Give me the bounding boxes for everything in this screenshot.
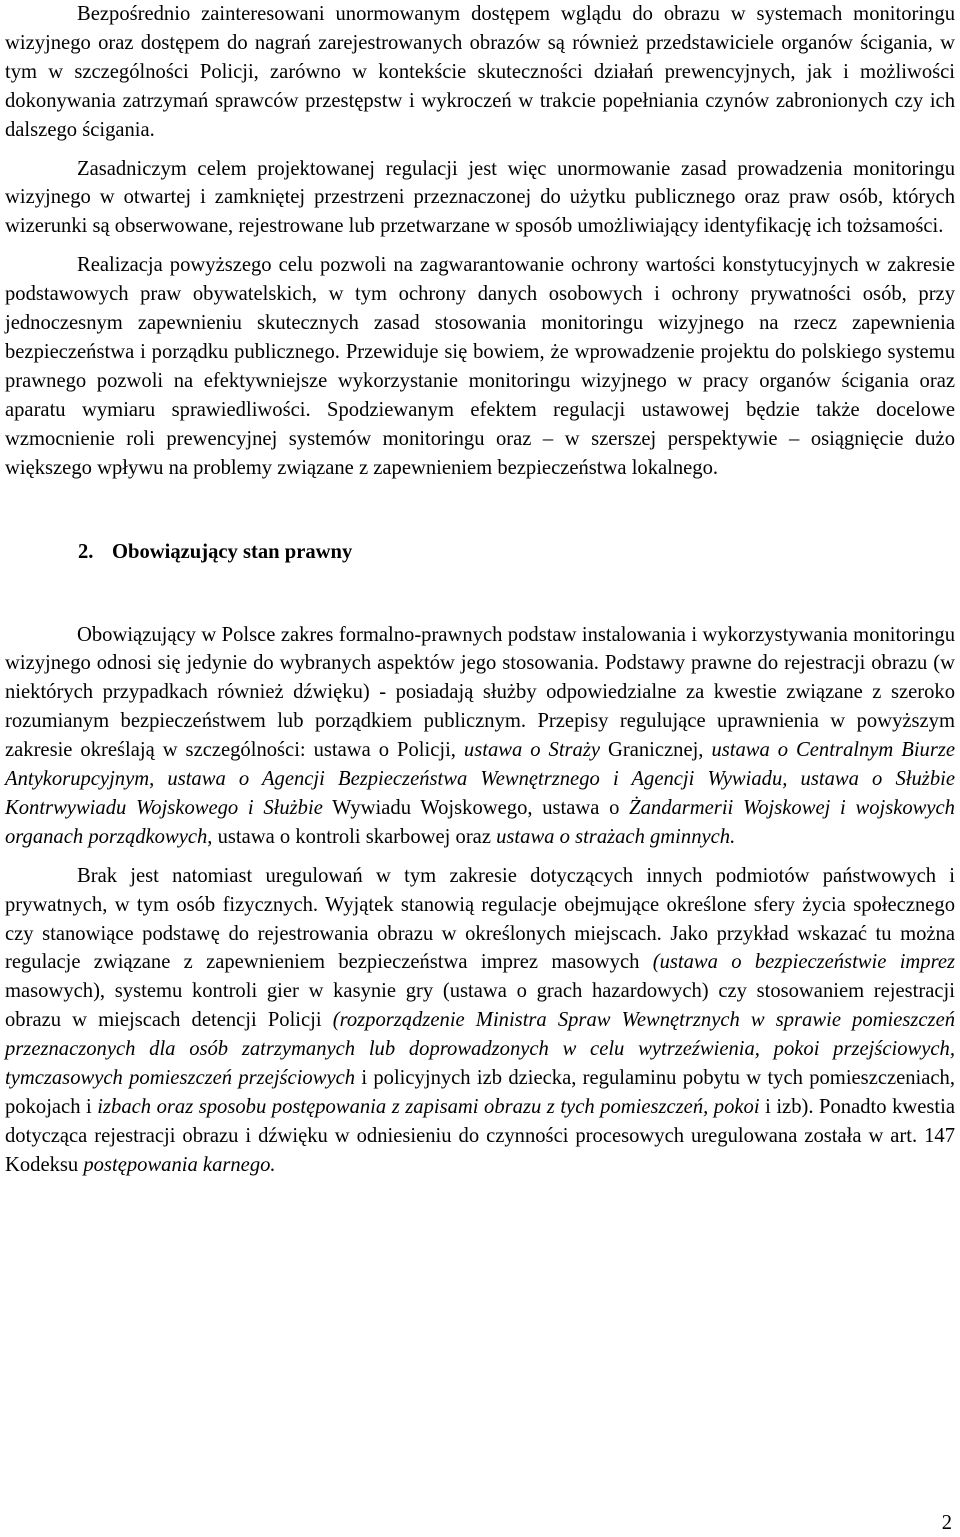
text-run: Wywiadu Wojskowego, ustawa o bbox=[322, 796, 630, 819]
text-run: Realizacja powyższego celu pozwoli na zagwarantowanie ochrony wartości konstytucyjnych w zakresie podstawowych praw obywatelskich, w tym ochrony danych osobowych i ochrony prywatności osób, przy jednoczesnym zapewnieniu skutecznych zasad stosowania monitoringu wizyjnego na rzecz zapewnienia bezpieczeństwa i porządku publicznego. Przewiduje się bowiem, że wprowadzenie projektu do polskiego systemu prawnego pozwoli na efektywniejsze wykorzystanie monitoringu wizyjnego w pracy organów ścigania oraz aparatu wymiaru sprawiedliwości. Spodziewanym efektem regulacji ustawowej będzie także docelowe wzmocnienie roli prewencyjnej systemów monitoringu oraz – w szerszej perspektywie – osiągnięcie dużo większego wpływu na problemy związane z zapewnieniem bezpieczeństwa lokalnego. bbox=[5, 254, 955, 479]
legal-state-section bbox=[5, 621, 955, 1180]
intro-section bbox=[5, 0, 955, 483]
text-run: , ustawa o kontroli skarbowej oraz bbox=[207, 825, 497, 848]
section-heading bbox=[5, 538, 955, 566]
italic-text: ustawa o strażach gminnych. bbox=[496, 825, 736, 848]
document-page bbox=[5, 0, 955, 1180]
italic-text: izbach oraz sposobu postępowania z zapisami obrazu z tych pomieszczeń, pokoi bbox=[97, 1096, 760, 1118]
text-run: i izb). Ponadto kwestia dotycząca rejestracji obrazu i dźwięku w odniesieniu do czynności procesowych uregulowana została w art. 147 Kodeksu bbox=[5, 1096, 955, 1176]
text-run: i policyjnych izb dziecka, regulaminu pobytu w tych pomieszczeniach, pokojach i bbox=[5, 1067, 956, 1118]
paragraph bbox=[5, 862, 955, 1180]
text-run: Brak jest natomiast uregulowań w tym zakresie dotyczących innych podmiotów państwowych i prywatnych, w tym osób fizycznych. Wyjątek stanowią regulacje obejmujące określone sfery życia społecznego czy stanowiące podstawę do rejestrowania obrazu w określonych miejscach. Jako przykład wskazać tu można regulacje związane z zapewnieniem bezpieczeństwa imprez masowych bbox=[5, 864, 955, 974]
italic-text: postępowania karnego. bbox=[83, 1153, 276, 1176]
text-run: Bezpośrednio zainteresowani unormowanym dostępem wglądu do obrazu w systemach monitoringu wizyjnego oraz dostępem do nagrań zarejestrowanych obrazów są również przedstawiciele organów ścigania, w tym w szczególności Policji, zarówno w kontekście skuteczności działań prewencyjnych, jak i możliwości dokonywania zatrzymań sprawców przestępstw i wykroczeń w trakcie popełniania czynów zabronionych czy ich dalszego ścigania. bbox=[5, 3, 955, 141]
page-number: 2 bbox=[941, 1512, 952, 1534]
text-run: Zasadniczym celem projektowanej regulacji jest więc unormowanie zasad prowadzenia monitoringu wizyjnego w otwartej i zamkniętej przestrzeni przeznaczonej do użytku publicznego oraz praw osób, których wizerunki są obserwowane, rejestrowane lub przetwarzane w sposób umożliwiający identyfikację ich tożsamości. bbox=[5, 157, 955, 238]
paragraph bbox=[5, 251, 955, 482]
text-run: Granicznej, bbox=[600, 739, 712, 762]
text-run: Obowiązujący w Polsce zakres formalno-prawnych podstaw instalowania i wykorzystywania monitoringu wizyjnego odnosi się jedynie do wybranych aspektów jego stosowania. Podstawy prawne do rejestracji obrazu (w niektórych przypadkach również dźwięku) - posiadają służby odpowiedzialne za kwestie związane z szeroko rozumianym bezpieczeństwem lub porządkiem publicznym. Przepisy regulujące uprawnienia w powyższym zakresie określają w szczególności: ustawa o Policji, bbox=[5, 623, 955, 762]
section-number: 2. bbox=[78, 540, 94, 563]
text-run: masowych), systemu kontroli gier w kasynie gry (ustawa o grach hazardowych) czy stosowaniem rejestracji obrazu w miejscach detencji Policji bbox=[5, 980, 955, 1032]
italic-text: ustawa o Centralnym Biurze Antykorupcyjnym, ustawa o Agencji Bezpieczeństwa Wewnętrznego i Agencji Wywiadu, ustawa o Służbie Kontrwywiadu Wojskowego i Służbie bbox=[5, 739, 956, 819]
italic-text: Żandarmerii Wojskowej i wojskowych organach porządkowych bbox=[5, 796, 955, 848]
paragraph bbox=[5, 155, 955, 242]
italic-text: (ustawa o bezpieczeństwie imprez bbox=[652, 951, 955, 974]
section-title: Obowiązujący stan prawny bbox=[112, 540, 353, 563]
paragraph bbox=[5, 621, 955, 852]
paragraph bbox=[5, 0, 955, 145]
italic-text: ustawa o Straży bbox=[463, 739, 601, 762]
italic-text: (rozporządzenie Ministra Spraw Wewnętrznych w sprawie pomieszczeń przeznaczonych dla osób zatrzymanych lub doprowadzonych w celu wytrzeźwienia, pokoi przejściowych, tymczasowych pomieszczeń przejściowych bbox=[5, 1009, 956, 1090]
